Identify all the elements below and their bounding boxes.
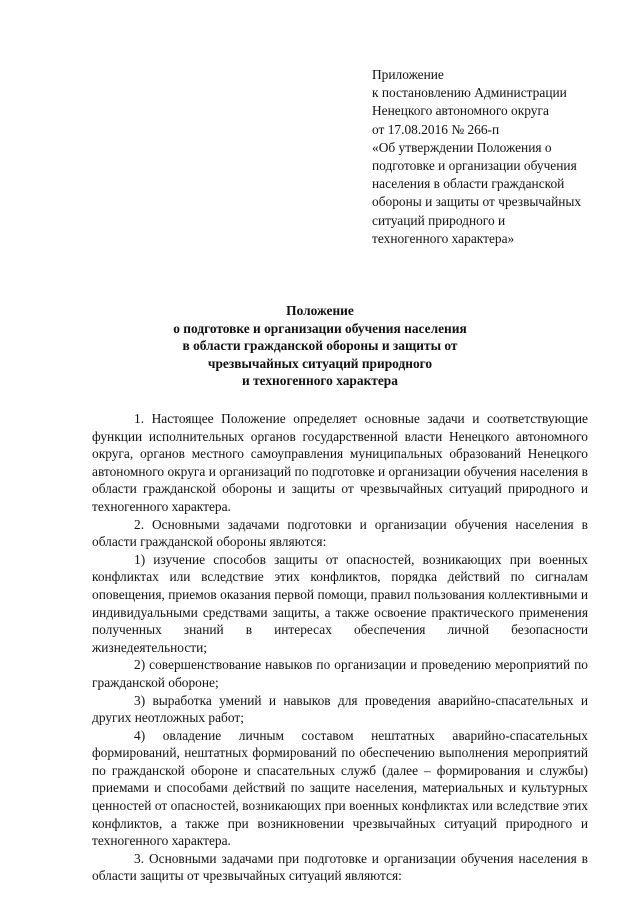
paragraph: 3. Основными задачами при подготовке и организации обучения населения в области защиты от чрезвычайных ситуаций являются: — [92, 850, 588, 884]
appendix-line: к постановлению Администрации — [372, 85, 567, 101]
appendix-line: обороны и защиты от чрезвычайных — [372, 194, 582, 210]
appendix-line: Приложение — [372, 67, 444, 82]
paragraph: 1) изучение способов защиты от опасностей, возникающих при военных конфликтах или вследствие этих конфликтов, порядка действий по сигналам оповещения, приемов оказания первой помощи, правил пользования коллективными и индивидуальными средствами защиты, а также освоение практического применения полученных знаний в интересах обеспечения личной безопасности жизнедеятельности; — [92, 551, 588, 655]
document-body — [92, 410, 588, 885]
paragraph: 3) выработка умений и навыков для проведения аварийно-спасательных и других неотложных работ; — [92, 692, 588, 726]
appendix-line: техногенного характера» — [372, 230, 515, 246]
paragraph: 1. Настоящее Положение определяет основные задачи и соответствующие функции исполнительных органов государственной власти Ненецкого автономного округа, органов местного самоуправления муниципальных образований Ненецкого автономного округа и организаций по подготовке и организации обучения населения в области гражданской обороны и защиты от чрезвычайных ситуаций природного и техногенного характера. — [92, 411, 588, 514]
appendix-line: населения в области гражданской — [372, 176, 565, 192]
title-line: и техногенного характера — [242, 373, 398, 389]
title-line: о подготовке и организации обучения населения — [173, 320, 467, 336]
appendix-line: подготовке и организации обучения — [372, 158, 577, 174]
title-line: в области гражданской обороны и защиты от — [182, 338, 458, 354]
appendix-reference — [372, 66, 612, 248]
appendix-line: от 17.08.2016 № 266-п — [372, 121, 500, 137]
paragraph: 2. Основными задачами подготовки и организации обучения населения в области гражданской обороны являются: — [92, 516, 588, 550]
title-line: чрезвычайных ситуаций природного — [207, 355, 433, 371]
paragraph: 4) овладение личным составом нештатных аварийно-спасательных формирований, нештатных формирований по обеспечению выполнения мероприятий по гражданской обороне и спасательных служб (далее – формирования и службы) приемами и способами действий по защите населения, материальных и культурных ценностей от опасностей, возникающих при военных конфликтах или вследствие этих конфликтов, а также при возникновении чрезвычайных ситуаций природного и техногенного характера. — [92, 727, 588, 849]
appendix-line: Ненецкого автономного округа — [372, 103, 549, 119]
appendix-line: «Об утверждении Положения о — [372, 139, 552, 155]
appendix-line: ситуаций природного и — [372, 212, 506, 228]
paragraph: 2) совершенствование навыков по организации и проведению мероприятий по гражданской обороне; — [92, 657, 588, 690]
document-title — [0, 302, 640, 390]
title-line: Положение — [286, 303, 354, 318]
